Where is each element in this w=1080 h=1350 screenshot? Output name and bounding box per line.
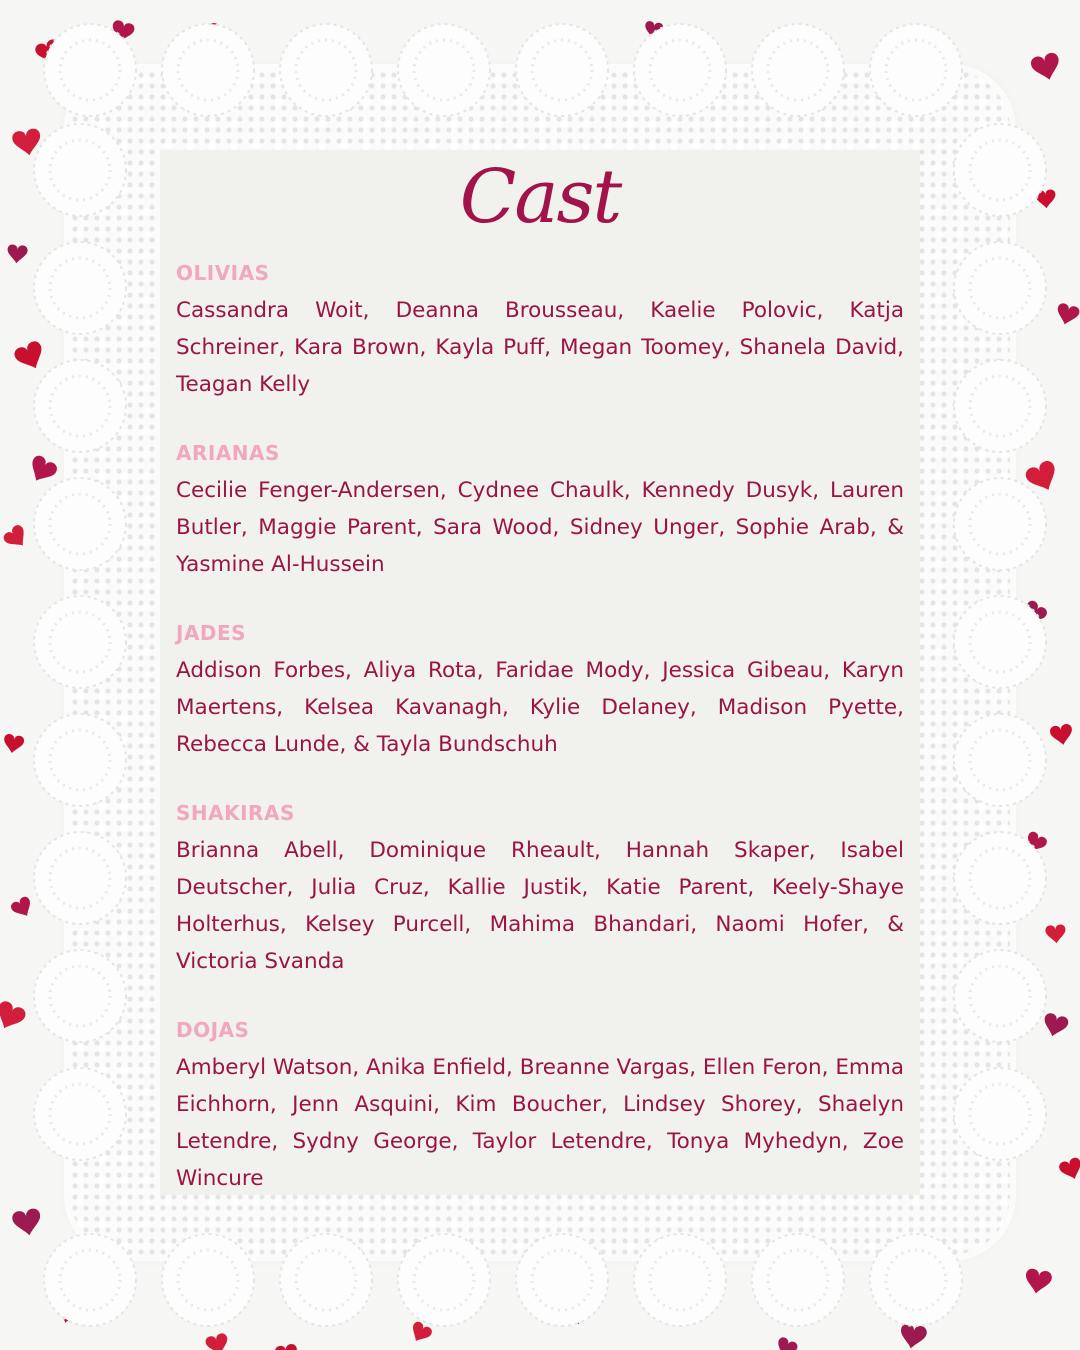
group-members: Brianna Abell, Dominique Rheault, Hannah Skaper, Isabel Deutscher, Julia Cruz, Kallie Justik, Katie Parent, Keely-Shaye Holterhus, Kelsey Purcell, Mahima Bhandari, Naomi Hofer, & Victoria Svanda <box>176 838 904 974</box>
cast-group-dojas <box>176 1017 904 1197</box>
heart-icon <box>1054 302 1080 327</box>
heart-icon <box>2 523 32 553</box>
heart-icon <box>1049 723 1074 747</box>
group-heading: SHAKIRAS <box>176 801 295 825</box>
group-heading: JADES <box>176 621 247 645</box>
page-title: Cast <box>459 154 621 240</box>
heart-icon <box>6 244 28 264</box>
cast-group-arianas <box>176 440 904 583</box>
group-heading: ARIANAS <box>176 441 280 465</box>
heart-icon <box>773 1336 799 1350</box>
group-members: Cecilie Fenger-Andersen, Cydnee Chaulk, Kennedy Dusyk, Lauren Butler, Maggie Parent, Sara Wood, Sidney Unger, Sophie Arab, & Yasmine Al-Hussein <box>176 478 904 577</box>
group-heading: DOJAS <box>176 1018 250 1042</box>
heart-icon <box>204 1332 230 1350</box>
group-heading: OLIVIAS <box>176 261 270 285</box>
heart-icon <box>2 733 25 755</box>
cast-group-shakiras <box>176 800 904 980</box>
heart-icon <box>274 1343 299 1350</box>
group-members: Cassandra Woit, Deanna Brousseau, Kaelie Polovic, Katja Schreiner, Kara Brown, Kayla Puff, Megan Toomey, Shanela David, Teagan Kelly <box>176 298 904 397</box>
cast-group-jades <box>176 620 904 763</box>
group-members: Addison Forbes, Aliya Rota, Faridae Mody, Jessica Gibeau, Karyn Maertens, Kelsea Kavanagh, Kylie Delaney, Madison Pyette, Rebecca Lunde, & Tayla Bundschuh <box>176 658 904 757</box>
group-members: Amberyl Watson, Anika Enfield, Breanne Vargas, Ellen Feron, Emma Eichhorn, Jenn Asquini, Kim Boucher, Lindsey Shorey, Shaelyn Letendre, Sydny George, Taylor Letendre, Tonya Myhedyn, Zoe Wincure <box>176 1055 904 1191</box>
cast-list <box>176 150 904 1234</box>
cast-group-olivias <box>176 260 904 403</box>
heart-icon <box>1058 1156 1080 1182</box>
heart-icon <box>0 999 28 1034</box>
